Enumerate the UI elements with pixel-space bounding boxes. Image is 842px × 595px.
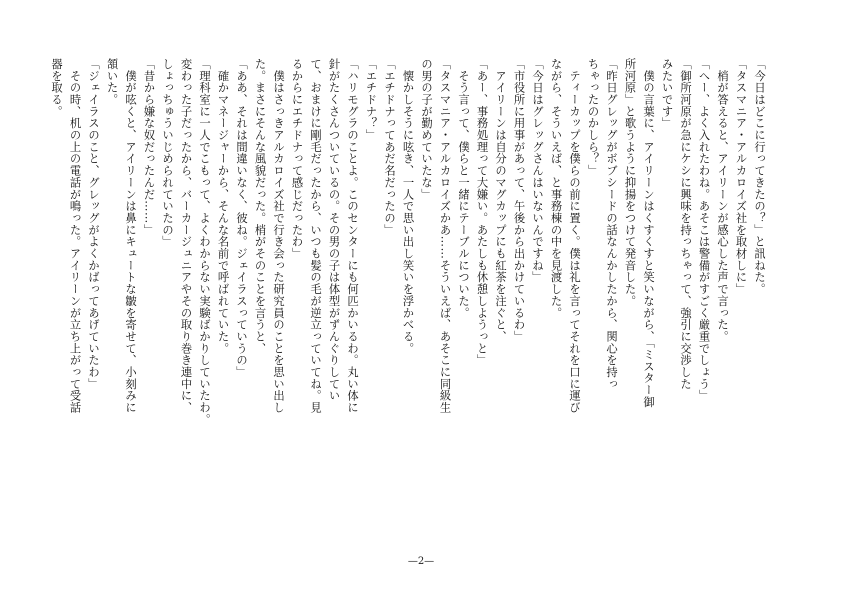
text-line: 所河原」と歌うように抑揚をつけて発音した。 (623, 58, 637, 307)
text-line: 懐かしそうに呟き、一人で思い出し笑いを浮かべる。 (401, 58, 415, 355)
text-line: 僕はさっきアルカロイズ社で行き会った研究員のことを思い出し (272, 58, 285, 414)
text-line: 「へー、よく入れたわね。あそこは警備がすごく厳重でしょう」 (697, 58, 711, 402)
text-line: て、おまけに剛毛だったから、いつも髪の毛が逆立っていてね。見 (309, 58, 322, 414)
text-line: た。まさにそんな風貌だった。梢がそのことを言うと、 (253, 58, 267, 355)
text-line: 「ハリモグラのことよ。このセンターにも何匹かいるわ。丸い体に (346, 58, 359, 414)
text-line: 針がたくさんついているの。その男の子は体型がずんぐりしてい (327, 58, 341, 402)
text-line: るからにエチドナって感じだったわ」 (290, 58, 304, 260)
text-line: 「昨日グレッグがボブシードの話なんかしたから、関心を持っ (605, 58, 618, 390)
text-line: しょっちゅういじめられていたの」 (161, 58, 174, 248)
text-line: アイリーンは自分のマグカップにも紅茶を注ぐと、 (494, 58, 507, 343)
text-line: 「ああ、それは間違いなく、彼ね。ジェイラスっていうの」 (235, 58, 248, 378)
text-line: 器を取る。 (50, 58, 63, 118)
text-line: 「今日はどこに行ってきたの？」と訊ねた。 (753, 58, 766, 295)
text-line: 「ジェイラスのこと、グレッグがよくかばってあげていたわ」 (87, 58, 100, 390)
text-line: 頷いた。 (105, 58, 119, 106)
text-line: みたいです」 (660, 58, 674, 130)
text-line: 僕の言葉に、アイリーンはくすくすと笑いながら、「ミスター御 (642, 58, 655, 408)
text-line: 確かマネージャーから、そんな名前で呼ばれていた。 (216, 58, 230, 355)
text-line: 「理科室に一人でこもって、よくわからない実験ばかりしていたわ。 (198, 58, 211, 426)
text-line: 僕が呟くと、アイリーンは鼻にキュートな皺を寄せて、小刻みに (124, 58, 137, 414)
text-line: 「あー、事務処理って大嫌い。あたしも休憩しようっと」 (475, 58, 489, 367)
text-line: ながら、そういえば、と事務棟の中を見渡した。 (549, 58, 563, 319)
text-line: 「御所河原が急にケシに興味を持っちゃって、強引に交渉した (679, 58, 692, 390)
text-line: の男の子が勤めていたな」 (420, 58, 433, 201)
text-line: ティーカップを僕らの前に置く。僕は礼を言ってそれを口に運び (568, 58, 581, 414)
text-line: その時、机の上の電話が鳴った。アイリーンが立ち上がって受話 (68, 58, 82, 414)
text-line: 「エチドナってあだ名だったの」 (383, 58, 396, 236)
vertical-text-body (50, 58, 768, 538)
text-line: 変わった子だったから、バーカージュニアやその取り巻き連中に、 (179, 58, 193, 414)
text-line: 「昔から嫌な奴だったんだ……」 (142, 58, 156, 236)
text-line: 「タスマニア・アルカロイズ社を取材しに」 (734, 58, 748, 295)
text-line: 梢が答えると、アイリーンが感心した声で言った。 (716, 58, 729, 343)
text-line: ちゃったのかしら？」 (586, 58, 600, 177)
text-line: 「タスマニア・アルカロイズかあ……そういえば、あそこに同級生 (438, 58, 452, 414)
page-number: —2— (407, 556, 435, 567)
text-line: 「エチドナ？」 (364, 58, 378, 141)
text-line: そう言って、僕らと一緒にテーブルについた。 (457, 58, 470, 319)
text-line: 「市役所に用事があって、午後から出かけているわ」 (512, 58, 526, 343)
text-line: 「今日はグレッグさんはいないんですね」 (531, 58, 544, 284)
